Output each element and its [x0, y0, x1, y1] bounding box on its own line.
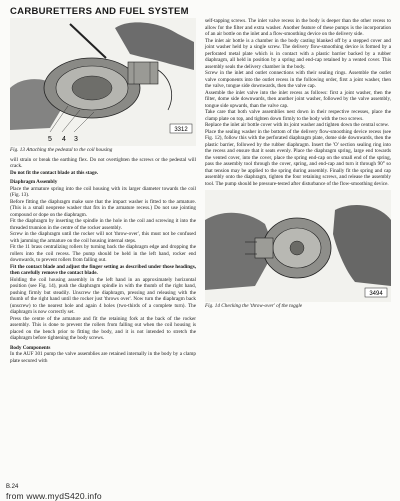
paragraph: will strain or break the earthing flex. Do not overtighten the screws or the pedestal will crack. — [10, 156, 196, 169]
figure-13-caption: Fig. 13 Attaching the pedestal to the coil housing — [10, 147, 113, 153]
figure-14-code: 3494 — [369, 291, 383, 297]
paragraph: Fit the diaphragm by inserting the spindle in the hole in the coil and screwing it into the threaded trunnion in the centre of the rocker assembly. — [10, 218, 196, 231]
callout-5: 5 — [48, 136, 52, 143]
instruction-text: Fit the contact blade and adjust the finger setting as described under those headings, then carefully remove the contact blade. — [10, 263, 196, 276]
figure-14-illustration — [205, 190, 391, 302]
figure-13-illustration — [10, 18, 196, 146]
watermark: from www.mydS420.info — [6, 491, 102, 501]
right-column — [205, 18, 391, 313]
left-column — [10, 18, 196, 364]
figure-13-code: 3312 — [174, 127, 188, 133]
figure-14 — [205, 190, 391, 302]
callout-3: 3 — [74, 136, 78, 143]
paragraph: Replace the inlet air bottle cover with its joint washer and tighten down the central screw. — [205, 122, 390, 128]
paragraph: self-tapping screws. The inlet valve recess in the body is deeper than the other recess to allow for the filter and extra washer. Another feature of these pumps is the incorporation of an air bottle on the inlet and a flow-smoothing device on the delivery side. — [205, 18, 391, 37]
figure-14-caption: Fig. 14 Checking the 'throw-over' of the toggle — [205, 303, 303, 309]
paragraph: Holding the coil housing assembly in the left hand in an approximately horizontal position (see Fig. 14), push the diaphragm spindle in with the thumb of the right hand, pushing firmly but steadily. Unscrew the diaphragm, pressing and releasing with the thumb of the right hand until the rocker just 'throws over'. Now turn the diaphragm back (unscrew) to the nearest hole and again 4 holes (two-thirds of a complete turn). The diaphragm is now correctly set. — [10, 276, 196, 315]
callout-4: 4 — [62, 136, 66, 143]
paragraph: Screw in the diaphragm until the rocker will not 'throw-over', this must not be confused with jamming the armature on the coil housing internal steps. — [10, 231, 196, 244]
section-heading-diaphragm: Diaphragm Assembly — [10, 179, 58, 185]
paragraph: Take care that both valve assemblies nest down in their respective recesses, place the clamp plate on top, and tighten down firmly to the body with the two screws. — [205, 109, 391, 122]
paragraph: Assemble the inlet valve into the inlet recess as follows: first a joint washer, then the filter, dome side downwards, then another joint washer, followed by the valve assembly, tongue side upwards, than the valve cap. — [205, 89, 391, 109]
warning-text: Do not fit the contact blade at this stage. — [10, 169, 99, 176]
paragraph: Press the centre of the armature and fit the retaining fork at the back of the rocker assembly. This is done to prevent the rollers from falling out when the coil housing is placed on the bench prior to fitting the body, and it is not intended to stretch the diaphragm before tightening the body screws. — [10, 315, 196, 341]
figure-13 — [10, 18, 196, 146]
paragraph: Place the armature spring into the coil housing with its larger diameter towards the coil (Fig. 13). — [10, 185, 196, 198]
page-header: CARBURETTERS AND FUEL SYSTEM — [10, 6, 189, 17]
paragraph: In the AUF 301 pump the valve assemblies are retained internally in the body by a clamp plate secured with — [10, 351, 196, 364]
section-heading-body: Body Components — [10, 344, 51, 351]
paragraph: Place the sealing washer in the bottom of the delivery flow-smoothing device recess (see Fig. 12), follow this with the perforated diaphragm plate, dome side downwards, then the plastic barrier, followed by the rubber diaphragm. Insert the 'O' section sealing ring into the recess and ensure that it seats evenly. Place the diaphragm spring, large end towards the vented cover, into the cover, place the spring end-cap on the small end of the spring, pass the assembly tool through the cover, spring, and end-cap and turn it through 90° so that tension may be applied to the spring during assembly. Finally fit the spring and cap assembly onto the diaphragm, tighten the four retaining screws, and release the assembly tool. The pump should be pressure-tested after disturbance of the flow-smoothing device. — [205, 128, 391, 187]
paragraph: Before fitting the diaphragm make sure that the impact washer is fitted to the armature. (This is a small neoprene washer that fits in the armature recess.) Do not use jointing compound or dope on the diaphragm. — [10, 198, 196, 218]
paragraph: Fit the 11 brass centralizing rollers by turning back the diaphragm edge and dropping the rollers into the coil recess. The pump should be held in the left hand, rocker end downwards, to prevent rollers from falling out. — [10, 244, 196, 263]
paragraph: Screw in the inlet and outlet connections with their sealing rings. Assemble the outlet valve components into the outlet recess in the following order, first a joint washer, then the valve, tongue side downwards, then the valve cap. — [205, 70, 391, 89]
paragraph: The inlet air bottle is a chamber in the body casting blanked off by a stepped cover and joint washer held by a single screw. The delivery flow-smoothing device is formed by a perforated metal plate which is in contact with a plastic barrier backed by a rubber diaphragm, all held in position by a spring and end-cap retained by a vented cover. This assembly seals the delivery chamber in the body. — [205, 37, 391, 70]
page-number: B.24 — [6, 484, 19, 490]
